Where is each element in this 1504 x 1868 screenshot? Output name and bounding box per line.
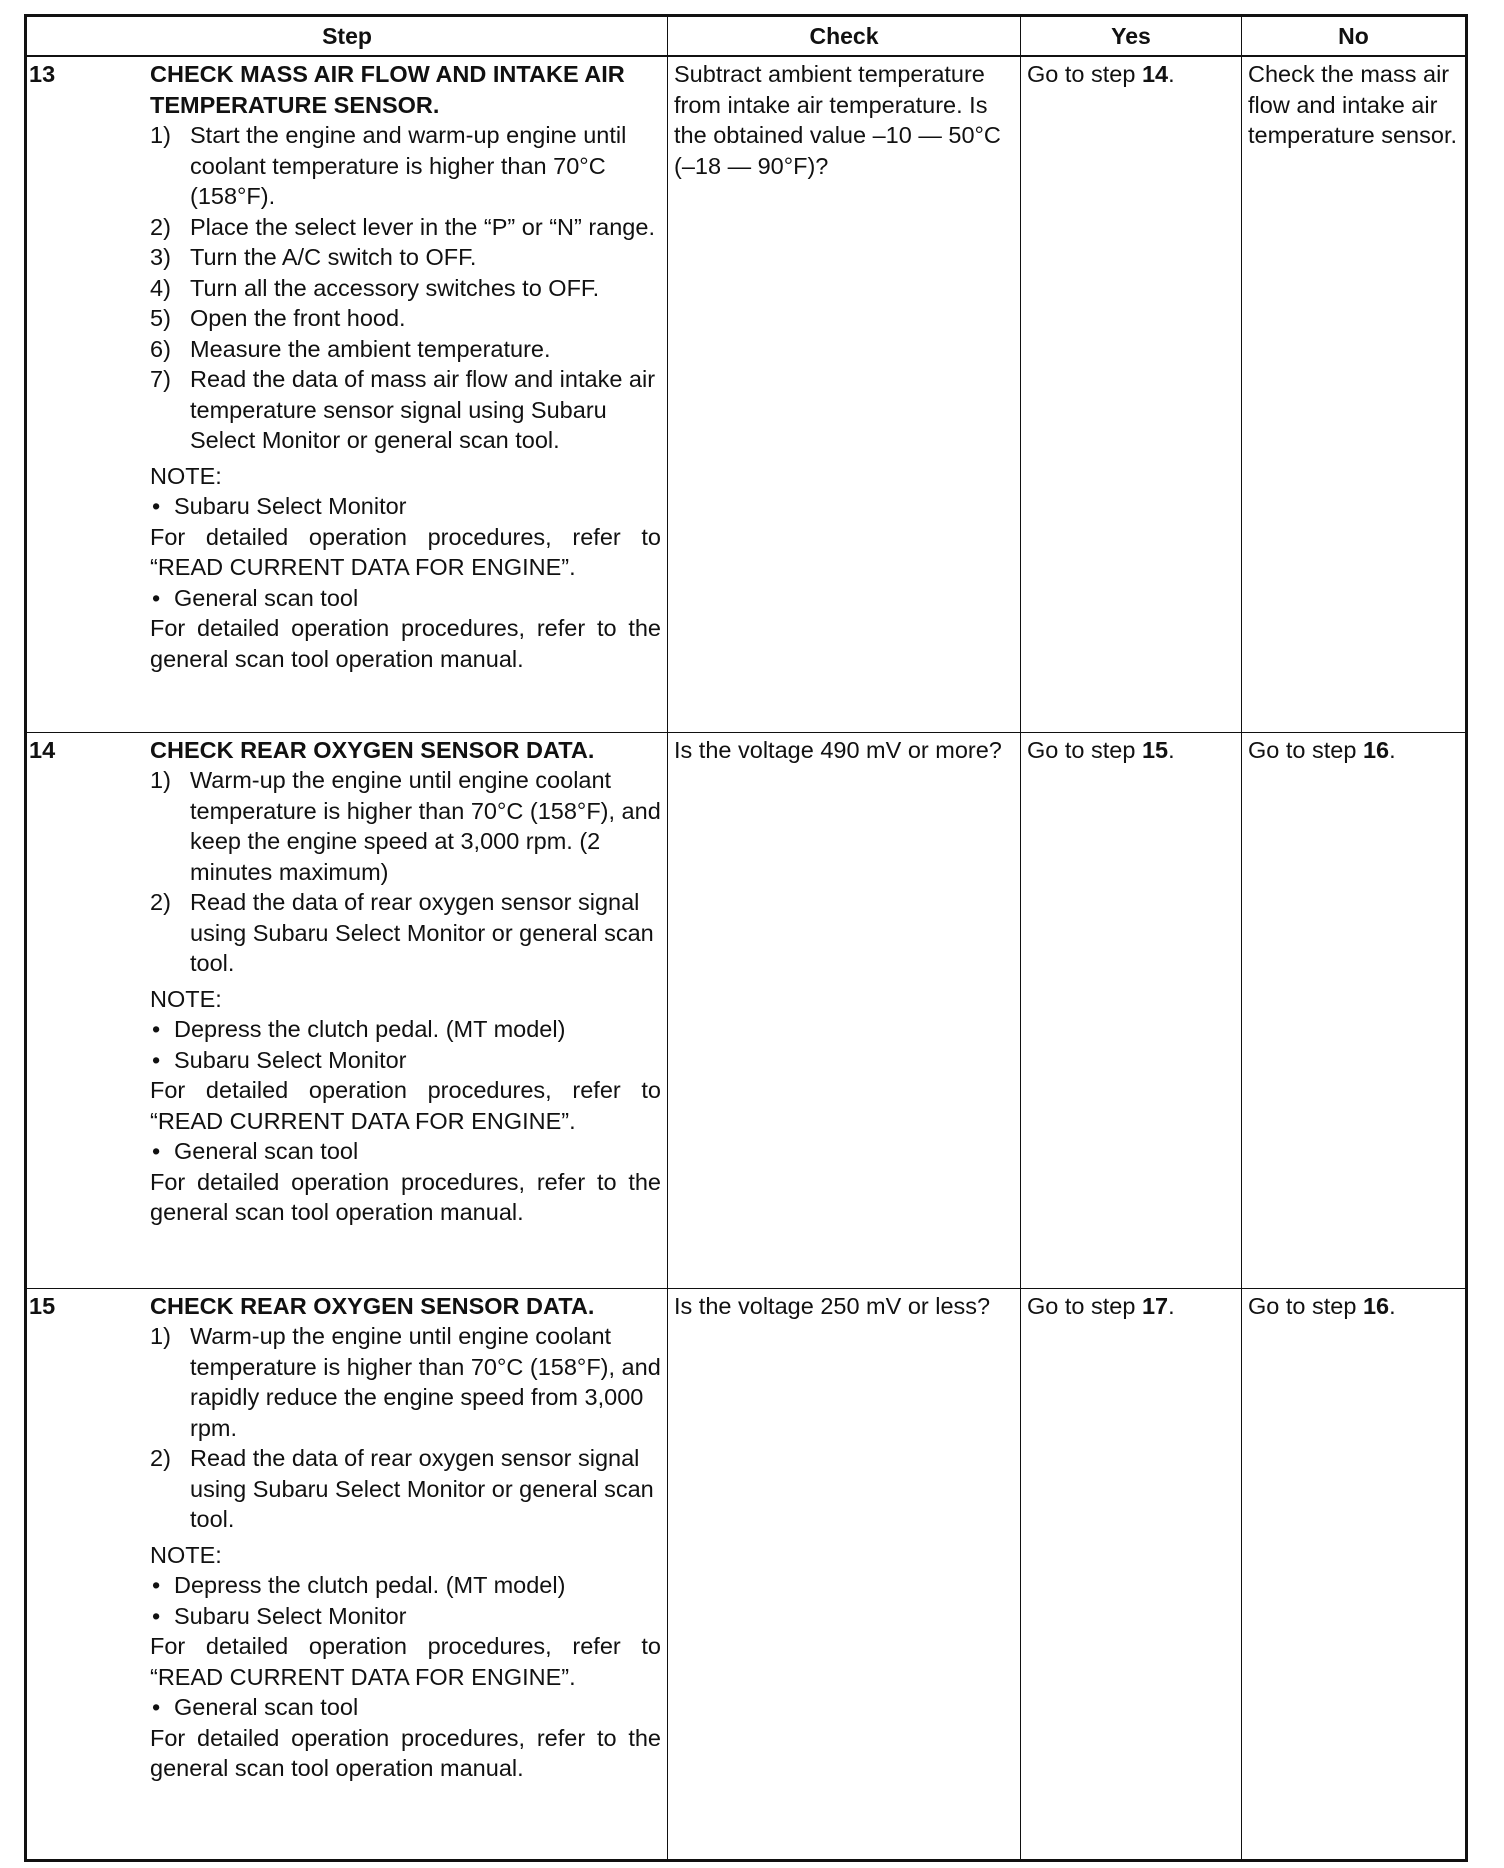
table-row xyxy=(26,56,1467,732)
header-no: No xyxy=(1242,16,1467,57)
check-cell: Subtract ambient temperature from intake air temperature. Is the obtained value –10 — 50°C (–18 — 90°F)? xyxy=(668,56,1021,732)
step-title: CHECK REAR OXYGEN SENSOR DATA. xyxy=(150,1292,595,1319)
check-cell: Is the voltage 490 mV or more? xyxy=(668,732,1021,1288)
note-paragraph: For detailed operation procedures, refer to “READ CURRENT DATA FOR ENGINE”. xyxy=(150,1633,661,1690)
no-cell: Go to step 16. xyxy=(1242,732,1467,1288)
note-label: NOTE: xyxy=(150,985,222,1012)
bullet-item: • Subaru Select Monitor xyxy=(152,493,407,519)
diagnostic-table xyxy=(24,14,1468,1862)
note-label: NOTE: xyxy=(150,462,222,489)
check-cell: Is the voltage 250 mV or less? xyxy=(668,1288,1021,1860)
note-paragraph: For detailed operation procedures, refer to the general scan tool operation manual. xyxy=(150,1724,661,1781)
bullet-item: • Subaru Select Monitor xyxy=(152,1046,407,1073)
list-item: 6) Measure the ambient temperature. xyxy=(150,335,551,362)
list-item: 2) Read the data of rear oxygen sensor signal using Subaru Select Monitor or general scan tool. xyxy=(150,1445,654,1532)
yes-cell: Go to step 15. xyxy=(1021,732,1242,1288)
header-row xyxy=(26,16,1467,57)
yes-cell: Go to step 14. xyxy=(1021,56,1242,732)
table-row xyxy=(26,1288,1467,1860)
step-number: 14 xyxy=(29,736,56,763)
list-item: 1) Warm-up the engine until engine coolant temperature is higher than 70°C (158°F), and keep the engine speed at 3,000 rpm. (2 minutes maximum) xyxy=(150,767,661,885)
note-paragraph: For detailed operation procedures, refer to “READ CURRENT DATA FOR ENGINE”. xyxy=(150,523,661,580)
header-check: Check xyxy=(668,16,1021,57)
step-cell xyxy=(26,1288,668,1860)
note-paragraph: For detailed operation procedures, refer to the general scan tool operation manual. xyxy=(150,1168,661,1225)
step-title: CHECK REAR OXYGEN SENSOR DATA. xyxy=(150,736,595,763)
list-item: 1) Warm-up the engine until engine coolant temperature is higher than 70°C (158°F), and rapidly reduce the engine speed from 3,000 rpm. xyxy=(150,1323,661,1441)
list-item: 1) Start the engine and warm-up engine until coolant temperature is higher than 70°C (158°F). xyxy=(150,122,627,209)
bullet-item: • Depress the clutch pedal. (MT model) xyxy=(152,1572,566,1598)
list-item: 5) Open the front hood. xyxy=(150,305,406,331)
bullet-item: • General scan tool xyxy=(152,584,359,611)
table-row xyxy=(26,732,1467,1288)
step-number: 13 xyxy=(29,61,56,87)
list-item: 2) Read the data of rear oxygen sensor signal using Subaru Select Monitor or general scan tool. xyxy=(150,889,654,976)
header-step: Step xyxy=(26,16,668,57)
step-cell xyxy=(26,732,668,1288)
list-item: 3) Turn the A/C switch to OFF. xyxy=(150,244,477,270)
no-cell: Check the mass air flow and intake air temperature sensor. xyxy=(1242,56,1467,732)
step-cell xyxy=(26,56,668,732)
note-paragraph: For detailed operation procedures, refer to the general scan tool operation manual. xyxy=(150,615,661,672)
header-yes: Yes xyxy=(1021,16,1242,57)
yes-cell: Go to step 17. xyxy=(1021,1288,1242,1860)
step-number: 15 xyxy=(29,1292,56,1319)
note-paragraph: For detailed operation procedures, refer to “READ CURRENT DATA FOR ENGINE”. xyxy=(150,1077,661,1134)
bullet-item: • Depress the clutch pedal. (MT model) xyxy=(152,1016,566,1042)
list-item: 4) Turn all the accessory switches to OFF. xyxy=(150,274,600,301)
no-cell: Go to step 16. xyxy=(1242,1288,1467,1860)
step-title: CHECK MASS AIR FLOW AND INTAKE AIR TEMPERATURE SENSOR. xyxy=(150,61,625,118)
bullet-item: • General scan tool xyxy=(152,1694,359,1720)
bullet-item: • General scan tool xyxy=(152,1138,359,1164)
bullet-item: • Subaru Select Monitor xyxy=(152,1602,407,1629)
list-item: 2) Place the select lever in the “P” or “N” range. xyxy=(150,213,655,240)
list-item: 7) Read the data of mass air flow and intake air temperature sensor signal using Subaru Select Monitor or general scan tool. xyxy=(150,366,656,453)
note-label: NOTE: xyxy=(150,1541,222,1568)
